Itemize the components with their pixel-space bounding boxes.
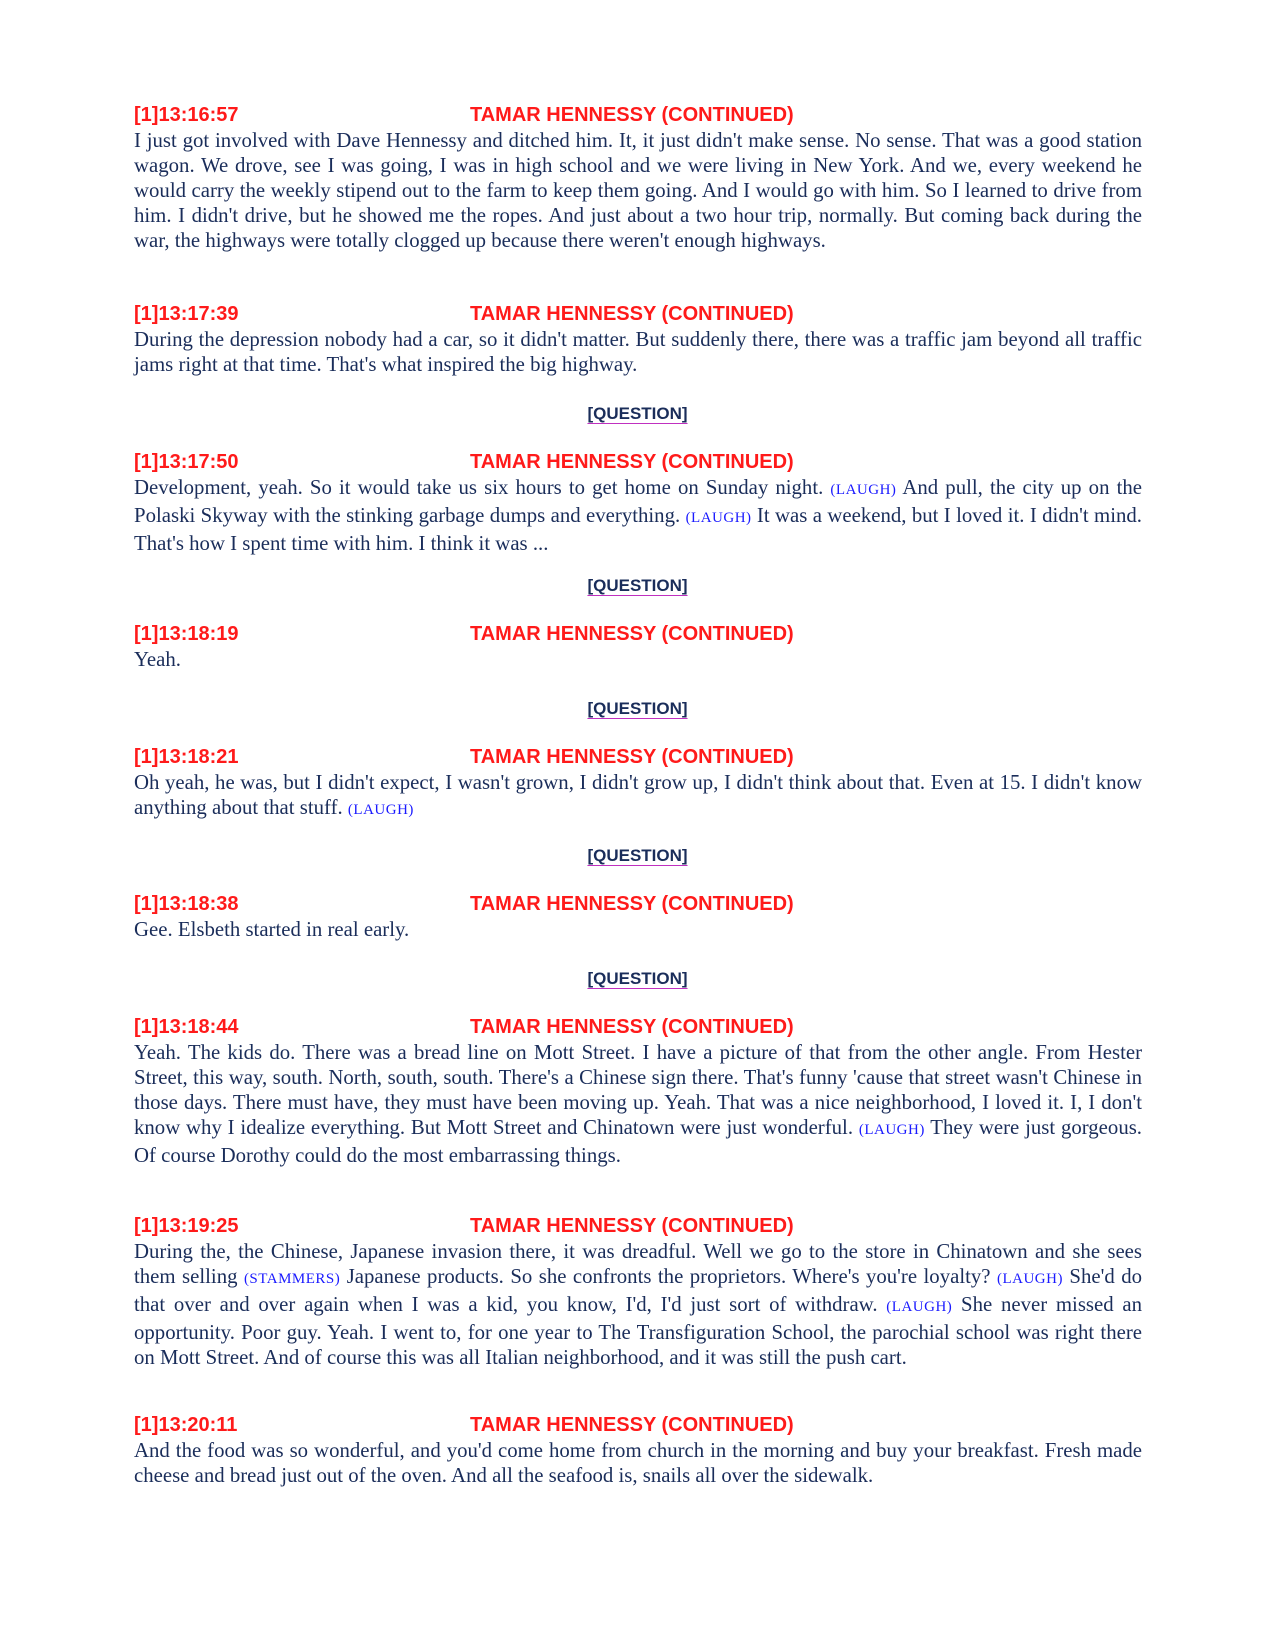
question-label: [QUESTION] (587, 404, 688, 423)
stammers-annotation: (STAMMERS) (243, 1271, 341, 1287)
transcript-entry (134, 1213, 1142, 1370)
timestamp: [1]13:18:19 (134, 623, 239, 645)
speaker-label: TAMAR HENNESSY (CONTINUED) (470, 746, 794, 768)
entry-text: Oh yeah, he was, but I didn't expect, I wasn't grown, I didn't grow up, I didn't think about that. Even at 15. I didn't know anything about that stuff. (LAUGH) (134, 771, 1142, 819)
transcript-entry (134, 301, 1142, 377)
entry-header (134, 891, 1142, 917)
timestamp: [1]13:17:39 (134, 303, 239, 325)
speaker-label: TAMAR HENNESSY (CONTINUED) (470, 303, 794, 325)
transcript-entry (134, 102, 1142, 253)
entry-header (134, 1412, 1142, 1438)
entry-header (134, 449, 1142, 475)
question-marker (0, 846, 1275, 866)
timestamp: [1]13:18:38 (134, 893, 239, 915)
speaker-label: TAMAR HENNESSY (CONTINUED) (470, 1016, 794, 1038)
laugh-annotation: (LAUGH) (886, 1299, 953, 1315)
speaker-label: TAMAR HENNESSY (CONTINUED) (470, 451, 794, 473)
question-marker (0, 576, 1275, 596)
entry-text: Yeah. (134, 648, 181, 671)
entry-text: I just got involved with Dave Hennessy and ditched him. It, it just didn't make sense. No sense. That was a good station wagon. We drove, see I was going, I was in high school and we were living in New York. And we, every weekend he would carry the weekly stipend out to the farm to keep them going. And I would go with him. So I learned to drive from him. I didn't drive, but he showed me the ropes. And just about a two hour trip, normally. But coming back during the war, the highways were totally clogged up because there weren't enough highways. (134, 129, 1142, 252)
question-marker (0, 699, 1275, 719)
speaker-label: TAMAR HENNESSY (CONTINUED) (470, 623, 794, 645)
laugh-annotation: (LAUGH) (996, 1271, 1063, 1287)
entry-header (134, 1213, 1142, 1239)
laugh-annotation: (LAUGH) (858, 1122, 925, 1138)
speaker-label: TAMAR HENNESSY (CONTINUED) (470, 1414, 794, 1436)
speaker-label: TAMAR HENNESSY (CONTINUED) (470, 893, 794, 915)
transcript-entry (134, 1412, 1142, 1488)
timestamp: [1]13:17:50 (134, 451, 239, 473)
entry-text: And the food was so wonderful, and you'd come home from church in the morning and buy your breakfast. Fresh made cheese and bread just out of the oven. And all the seafood is, snails all over the sidewalk. (134, 1439, 1142, 1487)
entry-text: During the depression nobody had a car, so it didn't matter. But suddenly there, there was a traffic jam beyond all traffic jams right at that time. That's what inspired the big highway. (134, 328, 1142, 376)
question-marker (0, 404, 1275, 424)
question-label: [QUESTION] (587, 699, 688, 718)
entry-text: Development, yeah. So it would take us six hours to get home on Sunday night. (LAUGH) And pull, the city up on the Polaski Skyway with the stinking garbage dumps and everything. (LAUGH) It was a weekend, but I loved it. I didn't mind. That's how I spent time with him. I think it was ... (134, 476, 1142, 555)
timestamp: [1]13:18:21 (134, 746, 239, 768)
transcript-entry (134, 1014, 1142, 1168)
question-label: [QUESTION] (587, 846, 688, 865)
entry-header (134, 621, 1142, 647)
speaker-label: TAMAR HENNESSY (CONTINUED) (470, 1215, 794, 1237)
laugh-annotation: (LAUGH) (685, 510, 752, 526)
question-label: [QUESTION] (587, 576, 688, 595)
timestamp: [1]13:19:25 (134, 1215, 239, 1237)
entry-text: Yeah. The kids do. There was a bread line on Mott Street. I have a picture of that from the other angle. From Hester Street, this way, south. North, south, south. There's a Chinese sign there. That's funny 'cause that street wasn't Chinese in those days. There must have, they must have been moving up. Yeah. That was a nice neighborhood, I loved it. I, I don't know why I idealize everything. But Mott Street and Chinatown were just wonderful. (LAUGH) They were just gorgeous. Of course Dorothy could do the most embarrassing things. (134, 1041, 1143, 1167)
laugh-annotation: (LAUGH) (830, 482, 897, 498)
transcript-entry (134, 891, 1142, 942)
question-label: [QUESTION] (587, 969, 688, 988)
transcript-entry (134, 744, 1142, 823)
question-marker (0, 969, 1275, 989)
entry-header (134, 102, 1142, 128)
entry-header (134, 301, 1142, 327)
transcript-entry (134, 449, 1142, 556)
laugh-annotation: (LAUGH) (347, 802, 414, 818)
timestamp: [1]13:16:57 (134, 104, 239, 126)
entry-text: Gee. Elsbeth started in real early. (134, 918, 410, 941)
transcript-entry (134, 621, 1142, 672)
timestamp: [1]13:18:44 (134, 1016, 239, 1038)
entry-header (134, 1014, 1142, 1040)
entry-header (134, 744, 1142, 770)
entry-text: During the, the Chinese, Japanese invasion there, it was dreadful. Well we go to the store in Chinatown and she sees them selling (STAMMERS) Japanese products. So she confronts the proprietors. Where's you're loyalty? (LAUGH) She'd do that over and over again when I was a kid, you know, I'd, I'd just sort of withdraw. (LAUGH) She never missed an opportunity. Poor guy. Yeah. I went to, for one year to The Transfiguration School, the parochial school was right there on Mott Street. And of course this was all Italian neighborhood, and it was still the push cart. (134, 1240, 1143, 1369)
speaker-label: TAMAR HENNESSY (CONTINUED) (470, 104, 794, 126)
timestamp: [1]13:20:11 (134, 1414, 238, 1436)
